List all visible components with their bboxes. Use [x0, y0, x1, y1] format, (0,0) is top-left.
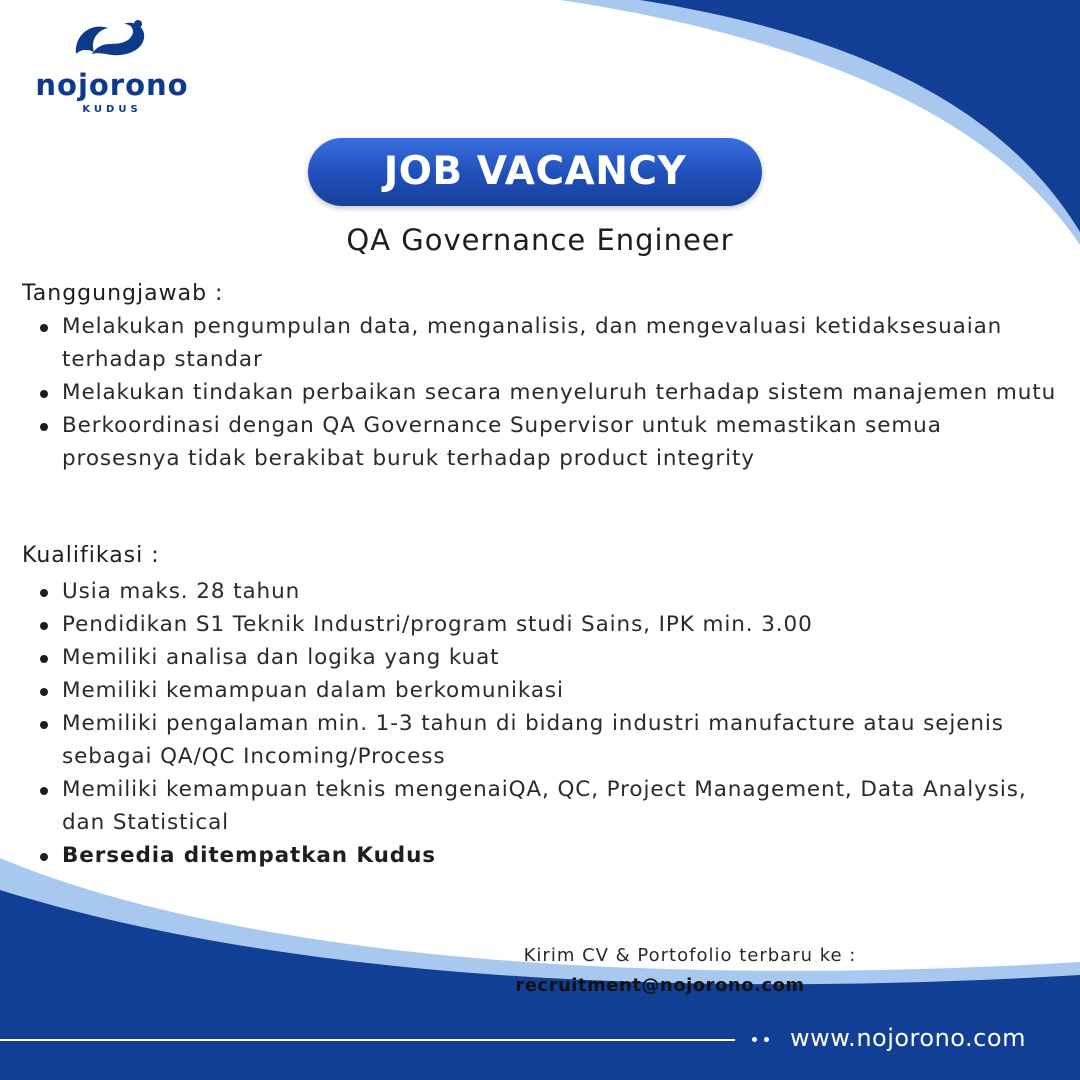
- list-item: Bersedia ditempatkan Kudus: [36, 839, 1066, 872]
- responsibilities-list: [36, 310, 1066, 475]
- logo-wordmark: nojorono: [35, 68, 189, 102]
- list-item: Berkoordinasi dengan QA Governance Supervisor untuk memastikan semua prosesnya tidak berakibat buruk terhadap product integrity: [36, 409, 1066, 475]
- qualifications-heading: Kualifikasi :: [22, 543, 160, 568]
- list-item: Pendidikan S1 Teknik Industri/program studi Sains, IPK min. 3.00: [36, 608, 1066, 641]
- logo-location: KUDUS: [82, 104, 142, 115]
- footer-divider: [0, 1039, 735, 1041]
- list-item: Memiliki pengalaman min. 1-3 tahun di bidang industri manufacture atau sejenis sebagai QA/QC Incoming/Process: [36, 707, 1066, 773]
- divider-dot: [764, 1037, 769, 1042]
- position-title: QA Governance Engineer: [346, 223, 734, 257]
- list-item: Usia maks. 28 tahun: [36, 575, 1066, 608]
- apply-instruction: Kirim CV & Portofolio terbaru ke :: [523, 945, 857, 966]
- recruitment-email[interactable]: recruitment@nojorono.com: [515, 975, 805, 996]
- wave-leaf-icon: [72, 18, 152, 62]
- list-item: Melakukan tindakan perbaikan secara menyeluruh terhadap sistem manajemen mutu: [36, 376, 1066, 409]
- divider-dot: [752, 1037, 757, 1042]
- responsibilities-heading: Tanggungjawab :: [22, 281, 224, 306]
- website-link[interactable]: www.nojorono.com: [790, 1024, 1026, 1052]
- qualifications-list: [36, 575, 1066, 872]
- list-item: Melakukan pengumpulan data, menganalisis, dan mengevaluasi ketidaksesuaian terhadap standar: [36, 310, 1066, 376]
- list-item: Memiliki kemampuan teknis mengenaiQA, QC, Project Management, Data Analysis, dan Statistical: [36, 773, 1066, 839]
- company-logo: [22, 18, 202, 115]
- list-item: Memiliki analisa dan logika yang kuat: [36, 641, 1066, 674]
- job-vacancy-banner: JOB VACANCY: [308, 138, 762, 206]
- list-item: Memiliki kemampuan dalam berkomunikasi: [36, 674, 1066, 707]
